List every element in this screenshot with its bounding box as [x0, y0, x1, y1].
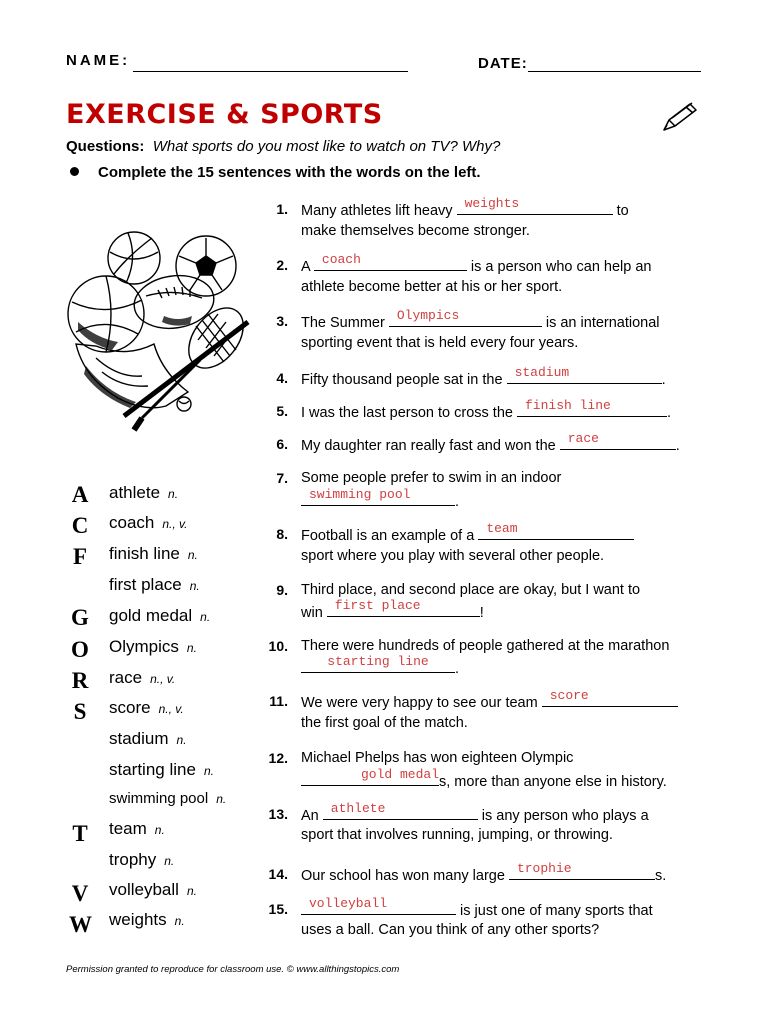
question-number: 4.	[276, 370, 288, 386]
question-1-line-1: Many athletes lift heavy weights to	[301, 196, 629, 219]
word-gold-medal: gold medal n.	[109, 606, 211, 625]
questions-label: Questions:	[66, 138, 145, 155]
question-number: 15.	[268, 901, 288, 917]
answer-text: finish line	[525, 398, 611, 413]
answer-text: score	[549, 688, 589, 703]
date-field[interactable]	[528, 71, 701, 72]
question-number: 11.	[269, 693, 288, 709]
question-1-line-2: make themselves become stronger.	[301, 223, 530, 239]
word-trophy: trophy n.	[109, 850, 175, 869]
question-number: 2.	[276, 257, 288, 273]
question-15-line-2: uses a ball. Can you think of any other sports?	[301, 922, 600, 938]
question-4-line-1: Fifty thousand people sat in the stadium .	[301, 365, 666, 388]
word-swimming-pool: swimming pool n.	[109, 790, 227, 807]
date-label: DATE:	[478, 55, 528, 72]
answer-text: trophie	[516, 861, 572, 876]
answer-blank[interactable]	[301, 654, 455, 673]
answer-text: volleyball	[309, 896, 388, 911]
word-starting-line: starting line n.	[109, 760, 214, 779]
answer-text: gold medal	[360, 767, 439, 782]
answer-text: starting line	[327, 654, 429, 669]
question-number: 1.	[276, 201, 288, 217]
answer-blank[interactable]	[301, 487, 455, 506]
footer-credit: Permission granted to reproduce for classroom use. © www.allthingstopics.com	[66, 964, 400, 975]
answer-blank[interactable]	[507, 365, 662, 384]
answer-text: swimming pool	[309, 487, 411, 502]
answer-blank[interactable]	[517, 398, 667, 417]
answer-blank[interactable]	[457, 196, 613, 215]
bullet-icon	[70, 167, 79, 176]
word-olympics: Olympics n.	[109, 637, 197, 656]
question-15-line-1: volleyball is just one of many sports that	[301, 900, 653, 920]
word-bank	[66, 480, 256, 940]
question-number: 14.	[268, 866, 288, 882]
question-number: 6.	[276, 436, 288, 452]
answer-blank[interactable]	[323, 801, 478, 820]
page-title: EXERCISE & SPORTS	[66, 99, 383, 130]
answer-blank[interactable]	[301, 767, 439, 786]
question-5-line-1: I was the last person to cross the finish line .	[301, 398, 672, 421]
name-field[interactable]	[133, 71, 408, 72]
questions-text: What sports do you most like to watch on TV? Why?	[152, 138, 501, 155]
word-stadium: stadium n.	[109, 729, 187, 748]
sports-equipment-illustration	[66, 226, 261, 441]
letter-f: F	[72, 544, 88, 569]
answer-blank[interactable]	[389, 308, 542, 327]
word-team: team n.	[109, 819, 165, 838]
question-14-line-1: Our school has won many large trophie s.	[301, 861, 667, 884]
letter-v: V	[71, 881, 89, 906]
question-8-line-2: sport where you play with several other people.	[301, 548, 605, 564]
instructions: Complete the 15 sentences with the words on the left.	[98, 164, 481, 181]
question-number: 10.	[268, 638, 288, 654]
letter-g: G	[71, 605, 89, 630]
question-number: 8.	[276, 526, 288, 542]
answer-text: weights	[464, 196, 520, 211]
answer-blank[interactable]	[327, 598, 480, 617]
letter-t: T	[72, 821, 88, 846]
question-number: 9.	[276, 582, 288, 598]
word-score: score n., v.	[109, 698, 184, 717]
answer-blank[interactable]	[542, 688, 678, 707]
letter-w: W	[69, 912, 92, 937]
question-13-line-2: sport that involves running, jumping, or throwing.	[301, 827, 613, 843]
word-first-place: first place n.	[109, 575, 200, 594]
question-11-line-2: the first goal of the match.	[301, 715, 468, 731]
question-3-line-1: The Summer Olympics is an international	[301, 308, 660, 331]
question-number: 3.	[276, 313, 288, 329]
letter-r: R	[71, 668, 89, 693]
answer-blank[interactable]	[478, 521, 634, 540]
question-9-line-1: Third place, and second place are okay, but I want to	[301, 582, 641, 598]
question-2-line-2: athlete become better at his or her sport.	[301, 279, 563, 295]
answer-text: first place	[334, 598, 421, 613]
question-number: 7.	[276, 470, 288, 486]
question-7-line-2: swimming pool .	[301, 491, 459, 511]
pencil-icon	[660, 100, 700, 136]
question-11-line-1: We were very happy to see our team score	[301, 692, 678, 712]
answer-text: stadium	[514, 365, 570, 380]
letter-c: C	[71, 513, 89, 538]
answer-text: team	[486, 521, 518, 536]
word-volleyball: volleyball n.	[109, 880, 197, 899]
question-3-line-2: sporting event that is held every four years.	[301, 335, 579, 351]
question-13-line-1: An athlete is any person who plays a	[301, 801, 649, 824]
question-12-line-2: gold medal s, more than anyone else in history.	[301, 771, 667, 791]
word-athlete: athlete n.	[109, 483, 179, 502]
question-8-line-1: Football is an example of a team	[301, 525, 634, 545]
discussion-questions	[66, 138, 500, 155]
answer-text: Olympics	[396, 308, 460, 323]
question-10-line-2: starting line .	[301, 658, 459, 678]
word-coach: coach n., v.	[109, 513, 188, 532]
question-number: 13.	[268, 806, 288, 822]
letter-a: A	[71, 482, 89, 507]
question-7-line-1: Some people prefer to swim in an indoor	[301, 470, 562, 486]
word-weights: weights n.	[109, 910, 185, 929]
name-label: NAME:	[66, 52, 131, 69]
letter-o: O	[71, 637, 89, 662]
answer-text: athlete	[330, 801, 386, 816]
question-12-line-1: Michael Phelps has won eighteen Olympic	[301, 750, 574, 766]
question-number: 5.	[276, 403, 288, 419]
answer-blank[interactable]	[560, 431, 676, 450]
word-finish-line: finish line n.	[109, 544, 198, 563]
answer-blank[interactable]	[301, 896, 456, 915]
question-9-line-2: win first place !	[301, 598, 484, 621]
answer-text: race	[567, 431, 599, 446]
answer-blank[interactable]	[314, 252, 467, 271]
word-race: race n., v.	[109, 668, 176, 687]
question-2-line-1: A coach is a person who can help an	[301, 252, 652, 275]
answer-blank[interactable]	[509, 861, 655, 880]
question-10-line-1: There were hundreds of people gathered at the marathon	[301, 638, 670, 654]
answer-text: coach	[321, 252, 361, 267]
letter-s: S	[73, 699, 87, 724]
question-6-line-1: My daughter ran really fast and won the race .	[301, 431, 680, 454]
question-number: 12.	[268, 750, 288, 766]
